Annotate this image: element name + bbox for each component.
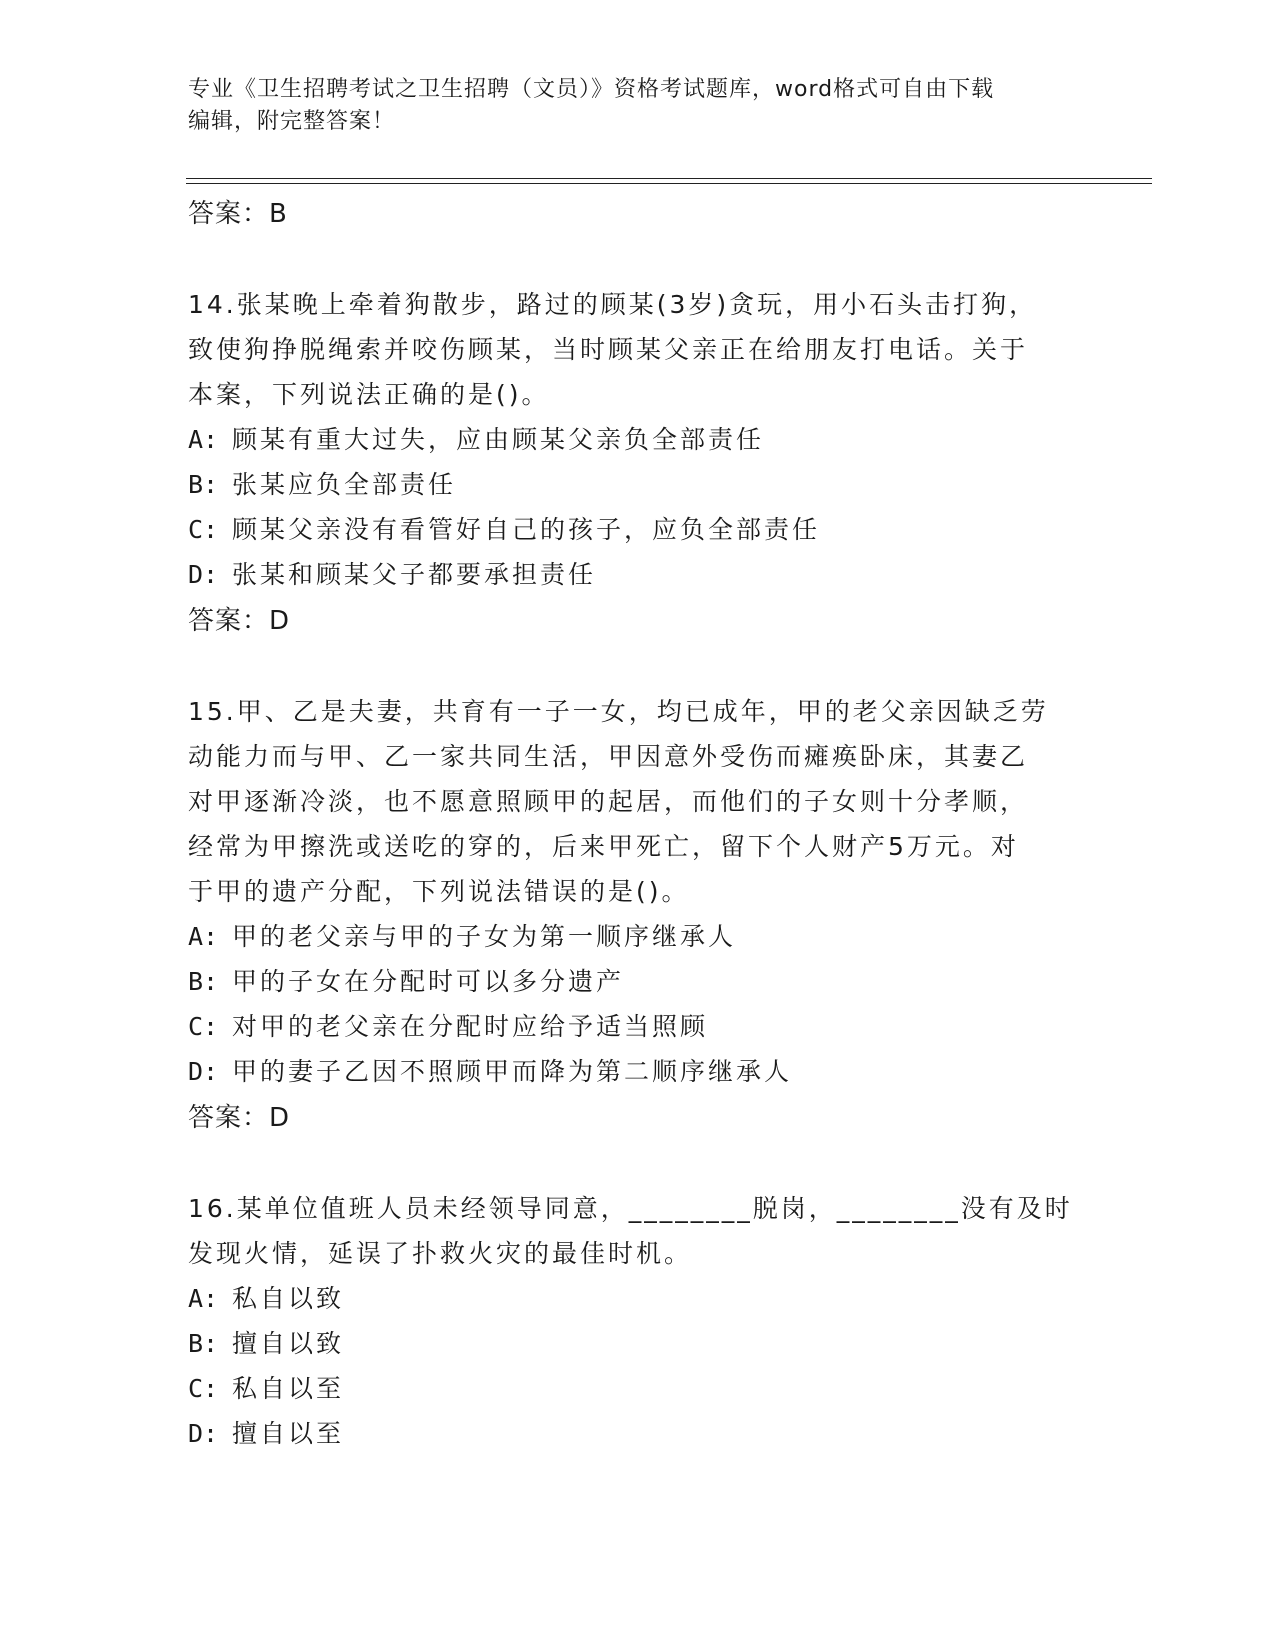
header-line-1: 专业《卫生招聘考试之卫生招聘（文员）》资格考试题库，word格式可自由下载 [188, 77, 995, 102]
question-stem-line: 14.张某晚上牵着狗散步，路过的顾某(3岁)贪玩，用小石头击打狗， [188, 290, 1038, 319]
option-letter: B: [188, 470, 219, 499]
option-text: 甲的妻子乙因不照顾甲而降为第二顺序继承人 [232, 1057, 793, 1086]
option-letter: C: [188, 515, 219, 544]
question-stem-line: 动能力而与甲、乙一家共同生活，甲因意外受伤而瘫痪卧床，其妻乙 [188, 742, 1029, 771]
question-14 [188, 282, 1088, 641]
option-text: 张某和顾某父子都要承担责任 [232, 560, 597, 589]
option-d [188, 552, 1088, 597]
question-stem-line: 本案，下列说法正确的是()。 [188, 380, 550, 409]
answer-15: 答案：D [188, 1103, 291, 1133]
question-stem-line: 于甲的遗产分配，下列说法错误的是()。 [188, 877, 690, 906]
option-letter: D: [188, 1057, 219, 1086]
question-stem-line: 发现火情，延误了扑救火灾的最佳时机。 [188, 1239, 693, 1268]
option-text: 甲的子女在分配时可以多分遗产 [232, 967, 625, 996]
option-text: 张某应负全部责任 [232, 470, 457, 499]
option-text: 顾某有重大过失，应由顾某父亲负全部责任 [232, 425, 765, 454]
option-text: 私自以致 [232, 1284, 345, 1313]
question-16 [188, 1186, 1088, 1456]
option-letter: C: [188, 1012, 219, 1041]
spacer [188, 1138, 1088, 1186]
question-stem-line: 致使狗挣脱绳索并咬伤顾某，当时顾某父亲正在给朋友打电话。关于 [188, 335, 1029, 364]
question-15 [188, 689, 1088, 1138]
option-b [188, 1321, 1088, 1366]
option-a [188, 1276, 1088, 1321]
option-letter: D: [188, 560, 219, 589]
option-letter: B: [188, 1329, 219, 1358]
option-text: 私自以至 [232, 1374, 345, 1403]
question-stem-line: 15.甲、乙是夫妻，共育有一子一女，均已成年，甲的老父亲因缺乏劳 [188, 697, 1049, 726]
option-b [188, 462, 1088, 507]
header-rule-top [186, 178, 1152, 179]
option-text: 擅自以至 [232, 1419, 345, 1448]
header-rule-bottom [186, 183, 1152, 184]
page-header [188, 74, 1088, 138]
question-stem-line: 对甲逐渐冷淡，也不愿意照顾甲的起居，而他们的子女则十分孝顺， [188, 787, 1029, 816]
answer-prev: 答案：B [188, 199, 288, 229]
option-c [188, 1366, 1088, 1411]
option-letter: A: [188, 922, 219, 951]
option-text: 对甲的老父亲在分配时应给予适当照顾 [232, 1012, 709, 1041]
option-letter: D: [188, 1419, 219, 1448]
option-letter: A: [188, 425, 219, 454]
option-letter: B: [188, 967, 219, 996]
option-letter: C: [188, 1374, 219, 1403]
option-d [188, 1049, 1088, 1094]
option-c [188, 507, 1088, 552]
spacer [188, 641, 1088, 689]
header-line-2: 编辑，附完整答案！ [188, 109, 396, 134]
option-a [188, 417, 1088, 462]
question-list [188, 190, 1088, 1456]
question-stem-line: 16.某单位值班人员未经领导同意，________脱岗，________没有及时 [188, 1194, 1073, 1223]
option-a [188, 914, 1088, 959]
option-d [188, 1411, 1088, 1456]
question-stem-line: 经常为甲擦洗或送吃的穿的，后来甲死亡，留下个人财产5万元。对 [188, 832, 1019, 861]
option-text: 顾某父亲没有看管好自己的孩子，应负全部责任 [232, 515, 821, 544]
option-text: 甲的老父亲与甲的子女为第一顺序继承人 [232, 922, 737, 951]
answer-14: 答案：D [188, 606, 291, 636]
option-letter: A: [188, 1284, 219, 1313]
option-c [188, 1004, 1088, 1049]
option-text: 擅自以致 [232, 1329, 345, 1358]
spacer [188, 234, 1088, 282]
option-b [188, 959, 1088, 1004]
